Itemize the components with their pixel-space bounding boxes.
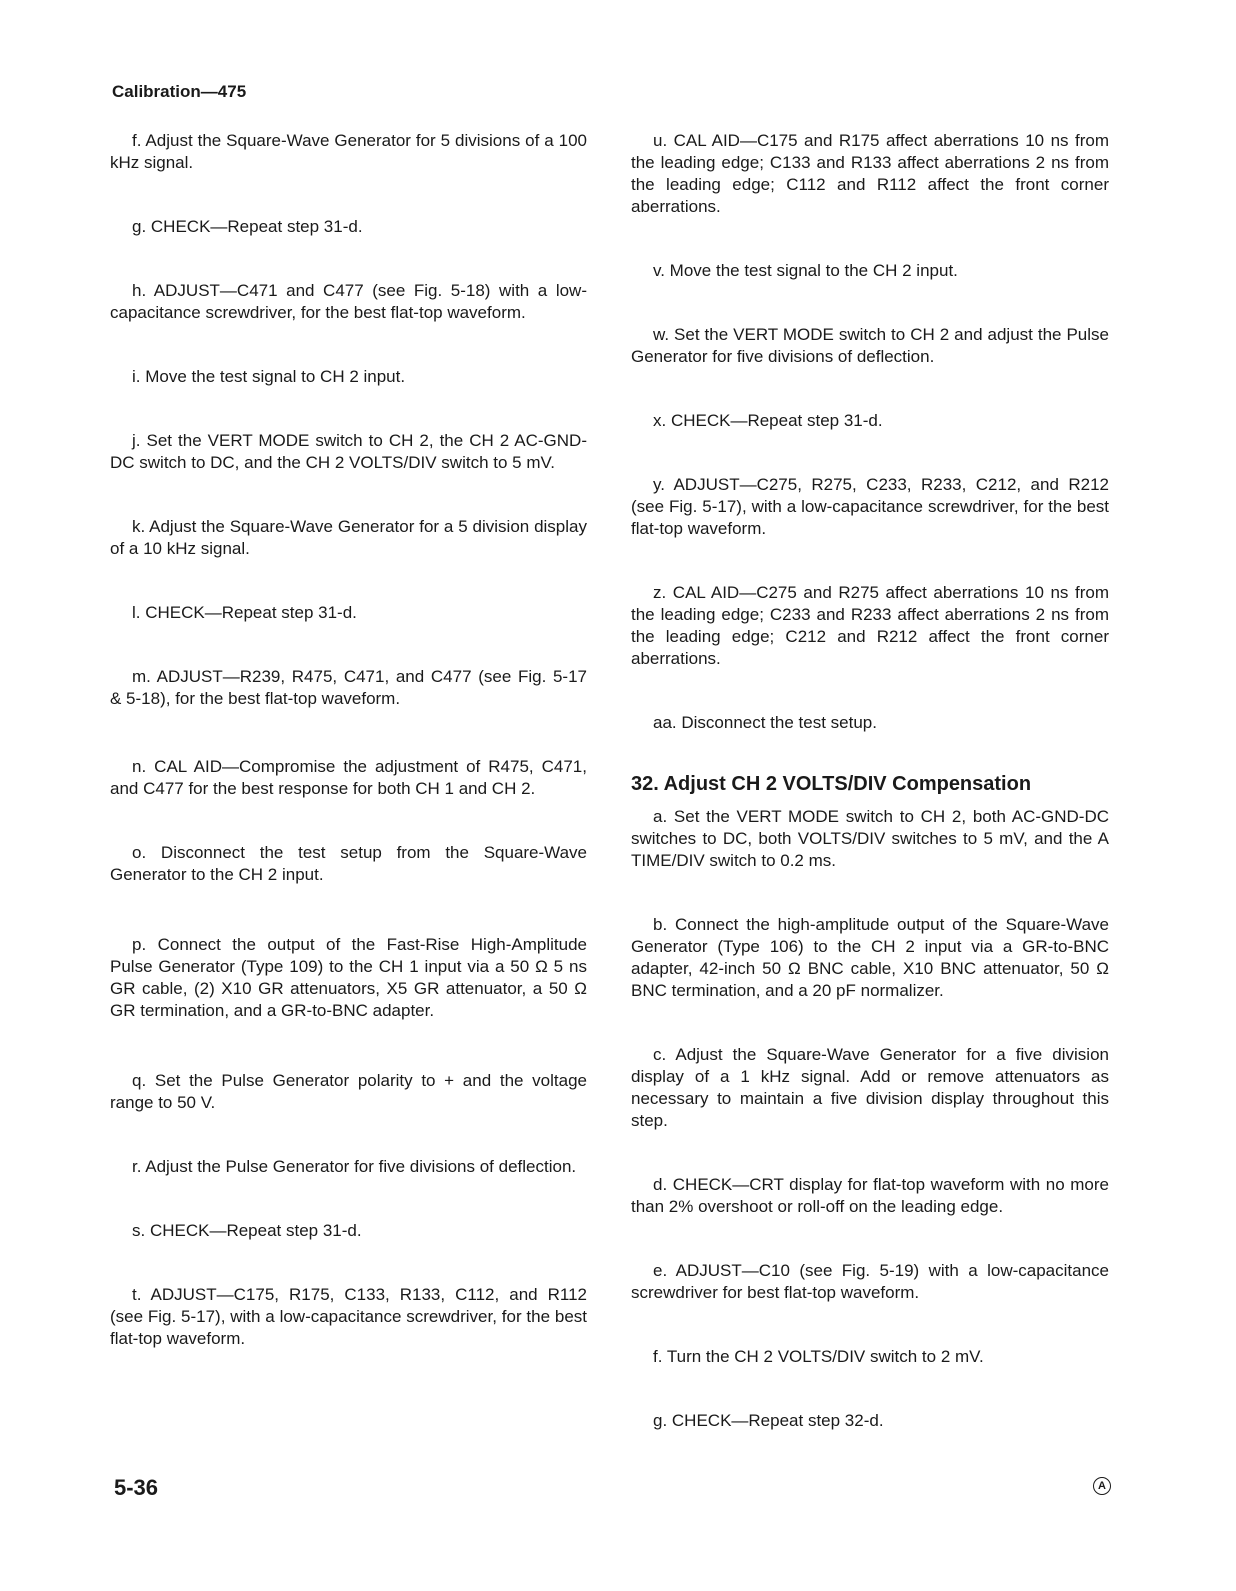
step-32b: b. Connect the high-amplitude output of the Square-Wave Generator (Type 106) to the CH 2 input via a GR-to-BNC adapter, 42-inch 50 Ω BNC cable, X10 BNC attenuator, 50 Ω BNC termination, and a 20 pF normalizer. xyxy=(631,915,1109,1000)
step-31i: i. Move the test signal to CH 2 input. xyxy=(132,367,406,386)
step-31n: n. CAL AID—Compromise the adjustment of R475, C471, and C477 for the best response for both CH 1 and CH 2. xyxy=(110,757,587,798)
step-31w: w. Set the VERT MODE switch to CH 2 and adjust the Pulse Generator for five divisions of deflection. xyxy=(631,325,1109,366)
step-31p: p. Connect the output of the Fast-Rise High-Amplitude Pulse Generator (Type 109) to the CH 1 input via a 50 Ω 5 ns GR cable, (2) X10 GR attenuators, X5 GR attenuator, a 50 Ω GR termination, and a GR-to-BNC adapter. xyxy=(110,935,587,1020)
step-31s: s. CHECK—Repeat step 31-d. xyxy=(132,1221,362,1240)
step-32d: d. CHECK—CRT display for flat-top waveform with no more than 2% overshoot or roll-off on the leading edge. xyxy=(631,1175,1109,1216)
step-31t: t. ADJUST—C175, R175, C133, R133, C112, and R112 (see Fig. 5-17), with a low-capacitance screwdriver, for the best flat-top waveform. xyxy=(110,1285,587,1348)
step-32g: g. CHECK—Repeat step 32-d. xyxy=(653,1411,884,1430)
step-31x: x. CHECK—Repeat step 31-d. xyxy=(653,411,883,430)
step-31j: j. Set the VERT MODE switch to CH 2, the CH 2 AC-GND-DC switch to DC, and the CH 2 VOLTS/DIV switch to 5 mV. xyxy=(110,431,587,472)
step-31y: y. ADJUST—C275, R275, C233, R233, C212, and R212 (see Fig. 5-17), with a low-capacitance screwdriver, for the best flat-top waveform. xyxy=(631,475,1109,538)
step-32e: e. ADJUST—C10 (see Fig. 5-19) with a low-capacitance screwdriver for best flat-top waveform. xyxy=(631,1261,1109,1302)
step-32a: a. Set the VERT MODE switch to CH 2, both AC-GND-DC switches to DC, both VOLTS/DIV switches to 5 mV, and the A TIME/DIV switch to 0.2 ms. xyxy=(631,807,1109,870)
step-31u: u. CAL AID—C175 and R175 affect aberrations 10 ns from the leading edge; C133 and R133 affect aberrations 2 ns from the leading edge; C112 and R112 affect the front corner aberrations. xyxy=(631,131,1109,216)
step-31q: q. Set the Pulse Generator polarity to + and the voltage range to 50 V. xyxy=(110,1071,587,1112)
page-number: 5-36 xyxy=(114,1475,159,1500)
step-31o: o. Disconnect the test setup from the Square-Wave Generator to the CH 2 input. xyxy=(110,843,587,884)
step-31v: v. Move the test signal to the CH 2 input. xyxy=(653,261,958,280)
running-header: Calibration—475 xyxy=(112,82,247,101)
step-31l: l. CHECK—Repeat step 31-d. xyxy=(132,603,357,622)
step-31r: r. Adjust the Pulse Generator for five divisions of deflection. xyxy=(132,1157,577,1176)
section-title: 32. Adjust CH 2 VOLTS/DIV Compensation xyxy=(631,773,1032,795)
revision-mark: A xyxy=(1093,1477,1111,1495)
step-32c: c. Adjust the Square-Wave Generator for a five division display of a 1 kHz signal. Add or remove attenuators as necessary to maintain a five division display throughout this step. xyxy=(631,1045,1109,1130)
step-31k: k. Adjust the Square-Wave Generator for a 5 division display of a 10 kHz signal. xyxy=(110,517,587,558)
right-column xyxy=(631,130,1109,1432)
step-32f: f. Turn the CH 2 VOLTS/DIV switch to 2 mV. xyxy=(653,1347,984,1366)
step-31g: g. CHECK—Repeat step 31-d. xyxy=(132,217,363,236)
step-31z: z. CAL AID—C275 and R275 affect aberrations 10 ns from the leading edge; C233 and R233 affect aberrations 2 ns from the leading edge; C212 and R212 affect the front corner aberrations. xyxy=(631,583,1109,668)
step-31m: m. ADJUST—R239, R475, C471, and C477 (see Fig. 5-17 & 5-18), for the best flat-top waveform. xyxy=(110,667,587,708)
step-31f: f. Adjust the Square-Wave Generator for 5 divisions of a 100 kHz signal. xyxy=(110,131,587,172)
step-31h: h. ADJUST—C471 and C477 (see Fig. 5-18) with a low-capacitance screwdriver, for the best flat-top waveform. xyxy=(110,281,587,322)
left-column xyxy=(110,130,587,1350)
step-31aa: aa. Disconnect the test setup. xyxy=(653,713,877,732)
